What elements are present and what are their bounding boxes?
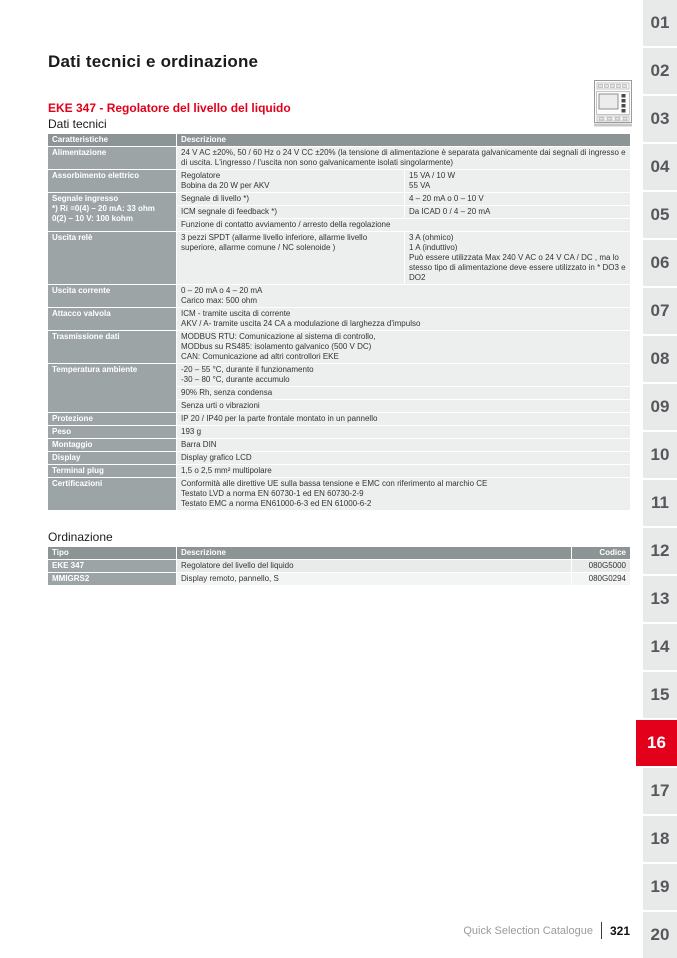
tech-row-content bbox=[177, 232, 630, 284]
tech-row-label: Certificazioni bbox=[48, 478, 176, 510]
tech-desc-cell: 90% Rh, senza condensa bbox=[177, 387, 630, 399]
order-table-row bbox=[48, 573, 630, 585]
tech-desc-cell: 0 – 20 mA o 4 – 20 mA Carico max: 500 ohm bbox=[177, 285, 630, 307]
tech-row-label: Uscita corrente bbox=[48, 285, 176, 307]
tech-row-content bbox=[177, 364, 630, 412]
tech-header-descrizione: Descrizione bbox=[177, 134, 630, 146]
order-section bbox=[48, 530, 630, 585]
chapter-tab-10: 10 bbox=[643, 432, 677, 480]
tech-desc-cell: IP 20 / IP40 per la parte frontale montato in un pannello bbox=[177, 413, 630, 425]
tech-row-label: Segnale ingresso *) Ri =0(4) – 20 mA: 33 ohm 0(2) – 10 V: 100 kohm bbox=[48, 193, 176, 231]
tech-desc-cell: 3 pezzi SPDT (allarme livello inferiore, allarme livello superiore, allarme comune / NC solenoide ) bbox=[177, 232, 404, 284]
tech-subrow bbox=[177, 219, 630, 231]
tech-row-label: Terminal plug bbox=[48, 465, 176, 477]
tech-value-cell: 4 – 20 mA o 0 – 10 V bbox=[405, 193, 630, 205]
tech-row-content bbox=[177, 439, 630, 451]
tech-table-row bbox=[48, 232, 630, 284]
order-header-tipo: Tipo bbox=[48, 547, 176, 559]
tech-subrow bbox=[177, 232, 630, 284]
tech-row-content bbox=[177, 331, 630, 363]
tech-row-label: Alimentazione bbox=[48, 147, 176, 169]
chapter-tab-20: 20 bbox=[643, 912, 677, 958]
tech-desc-cell: -20 – 55 °C, durante il funzionamento -30 – 80 °C, durante accumulo bbox=[177, 364, 630, 386]
tech-row-content bbox=[177, 285, 630, 307]
tech-desc-cell: Funzione di contatto avviamento / arresto della regolazione bbox=[177, 219, 630, 231]
footer-divider bbox=[601, 922, 602, 939]
tech-desc-cell: MODBUS RTU: Comunicazione al sistema di controllo, MODbus su RS485: isolamento galvanico (500 V DC) CAN: Comunicazione ad altri controllori EKE bbox=[177, 331, 630, 363]
tech-subrow bbox=[177, 331, 630, 363]
footer-catalogue-name: Quick Selection Catalogue bbox=[463, 924, 593, 937]
tech-table-row bbox=[48, 285, 630, 307]
tech-desc-cell: ICM segnale di feedback *) bbox=[177, 206, 404, 218]
tech-table bbox=[48, 134, 630, 510]
chapter-tab-07: 07 bbox=[643, 288, 677, 336]
chapter-tab-03: 03 bbox=[643, 96, 677, 144]
chapter-tab-17: 17 bbox=[643, 768, 677, 816]
tech-row-label: Trasmissione dati bbox=[48, 331, 176, 363]
order-descrizione-cell: Display remoto, pannello, S bbox=[177, 573, 571, 585]
product-heading: EKE 347 - Regolatore del livello del liquido bbox=[48, 101, 291, 115]
tech-subrow bbox=[177, 413, 630, 425]
tech-table-row bbox=[48, 170, 630, 192]
tech-row-label: Uscita relè bbox=[48, 232, 176, 284]
chapter-tab-sidebar bbox=[643, 0, 677, 958]
tech-row-content bbox=[177, 193, 630, 231]
page-footer bbox=[463, 922, 630, 939]
chapter-tab-13: 13 bbox=[643, 576, 677, 624]
tech-subrow bbox=[177, 465, 630, 477]
tech-subrow bbox=[177, 206, 630, 218]
tech-desc-cell: 193 g bbox=[177, 426, 630, 438]
chapter-tab-11: 11 bbox=[643, 480, 677, 528]
tech-subrow bbox=[177, 426, 630, 438]
footer-page-number: 321 bbox=[609, 923, 630, 938]
tech-row-label: Attacco valvola bbox=[48, 308, 176, 330]
tech-desc-cell: Regolatore Bobina da 20 W per AKV bbox=[177, 170, 404, 192]
tech-row-label: Protezione bbox=[48, 413, 176, 425]
order-descrizione-cell: Regolatore del livello del liquido bbox=[177, 560, 571, 572]
order-header-descrizione: Descrizione bbox=[177, 547, 571, 559]
tech-subrow bbox=[177, 452, 630, 464]
tech-subrow bbox=[177, 400, 630, 412]
tech-subrow bbox=[177, 193, 630, 205]
tech-subrow bbox=[177, 478, 630, 510]
order-codice-cell: 080G0294 bbox=[572, 573, 630, 585]
tech-desc-cell: 24 V AC ±20%, 50 / 60 Hz o 24 V CC ±20% (la tensione di alimentazione è separata galvanicamente dai segnali di ingresso e di uscita. L'ingresso / l'uscita non sono galvanicamente isolati singolarmente) bbox=[177, 147, 630, 169]
chapter-tab-01: 01 bbox=[643, 0, 677, 48]
chapter-tab-15: 15 bbox=[643, 672, 677, 720]
tech-subrow bbox=[177, 147, 630, 169]
chapter-tab-02: 02 bbox=[643, 48, 677, 96]
order-table-row bbox=[48, 560, 630, 572]
tech-table-row bbox=[48, 439, 630, 451]
tech-value-cell: 15 VA / 10 W 55 VA bbox=[405, 170, 630, 192]
order-codice-cell: 080G5000 bbox=[572, 560, 630, 572]
order-tipo-cell: EKE 347 bbox=[48, 560, 176, 572]
tech-table-row bbox=[48, 308, 630, 330]
tech-section-title: Dati tecnici bbox=[48, 117, 107, 131]
tech-subrow bbox=[177, 308, 630, 330]
tech-value-cell: 3 A (ohmico) 1 A (induttivo) Può essere utilizzata Max 240 V AC o 24 V CA / DC , ma lo stesso tipo di alimentazione deve essere utilizzato in * DO3 e DO2 bbox=[405, 232, 630, 284]
chapter-tab-16: 16 bbox=[636, 720, 677, 768]
order-header-codice: Codice bbox=[572, 547, 630, 559]
chapter-tab-08: 08 bbox=[643, 336, 677, 384]
tech-table-row bbox=[48, 426, 630, 438]
tech-subrow bbox=[177, 364, 630, 386]
chapter-tab-06: 06 bbox=[643, 240, 677, 288]
tech-desc-cell: Senza urti o vibrazioni bbox=[177, 400, 630, 412]
tech-row-content bbox=[177, 413, 630, 425]
tech-row-content bbox=[177, 426, 630, 438]
tech-row-content bbox=[177, 465, 630, 477]
tech-subrow bbox=[177, 439, 630, 451]
tech-row-label: Display bbox=[48, 452, 176, 464]
tech-desc-cell: Conformità alle direttive UE sulla bassa tensione e EMC con riferimento al marchio CE Testato LVD a norma EN 60730-1 ed EN 60730-2-9 Testato EMC a norma EN61000-6-3 ed EN 61000-6-2 bbox=[177, 478, 630, 510]
order-tipo-cell: MMIGRS2 bbox=[48, 573, 176, 585]
tech-table-row bbox=[48, 413, 630, 425]
tech-table-body bbox=[48, 147, 630, 510]
chapter-tab-14: 14 bbox=[643, 624, 677, 672]
chapter-tab-18: 18 bbox=[643, 816, 677, 864]
tech-table-row bbox=[48, 478, 630, 510]
tech-subrow bbox=[177, 170, 630, 192]
tech-table-row bbox=[48, 364, 630, 412]
tech-row-content bbox=[177, 147, 630, 169]
tech-table-row bbox=[48, 452, 630, 464]
page-title: Dati tecnici e ordinazione bbox=[48, 52, 259, 71]
tech-subrow bbox=[177, 387, 630, 399]
tech-table-row bbox=[48, 147, 630, 169]
order-section-title: Ordinazione bbox=[48, 530, 113, 544]
tech-row-label: Peso bbox=[48, 426, 176, 438]
tech-table-row bbox=[48, 331, 630, 363]
tech-table-row bbox=[48, 193, 630, 231]
order-table-body bbox=[48, 560, 630, 585]
tech-row-content bbox=[177, 170, 630, 192]
tech-row-label: Montaggio bbox=[48, 439, 176, 451]
chapter-tab-09: 09 bbox=[643, 384, 677, 432]
tech-desc-cell: ICM - tramite uscita di corrente AKV / A- tramite uscita 24 CA a modulazione di larghezza d'impulso bbox=[177, 308, 630, 330]
tech-header-caratteristiche: Caratteristiche bbox=[48, 134, 176, 146]
tech-subrow bbox=[177, 285, 630, 307]
chapter-tab-19: 19 bbox=[643, 864, 677, 912]
tech-desc-cell: 1,5 o 2,5 mm² multipolare bbox=[177, 465, 630, 477]
chapter-tab-12: 12 bbox=[643, 528, 677, 576]
product-image-eke347 bbox=[594, 80, 632, 127]
tech-row-content bbox=[177, 452, 630, 464]
order-table-header bbox=[48, 547, 630, 559]
tech-desc-cell: Barra DIN bbox=[177, 439, 630, 451]
main-content bbox=[48, 52, 630, 585]
tech-row-label: Temperatura ambiente bbox=[48, 364, 176, 412]
tech-desc-cell: Display grafico LCD bbox=[177, 452, 630, 464]
tech-row-content bbox=[177, 308, 630, 330]
tech-table-header bbox=[48, 134, 630, 146]
chapter-tab-04: 04 bbox=[643, 144, 677, 192]
order-table bbox=[48, 547, 630, 585]
tech-row-content bbox=[177, 478, 630, 510]
tech-desc-cell: Segnale di livello *) bbox=[177, 193, 404, 205]
chapter-tab-05: 05 bbox=[643, 192, 677, 240]
tech-row-label: Assorbimento elettrico bbox=[48, 170, 176, 192]
tech-table-row bbox=[48, 465, 630, 477]
tech-value-cell: Da ICAD 0 / 4 – 20 mA bbox=[405, 206, 630, 218]
